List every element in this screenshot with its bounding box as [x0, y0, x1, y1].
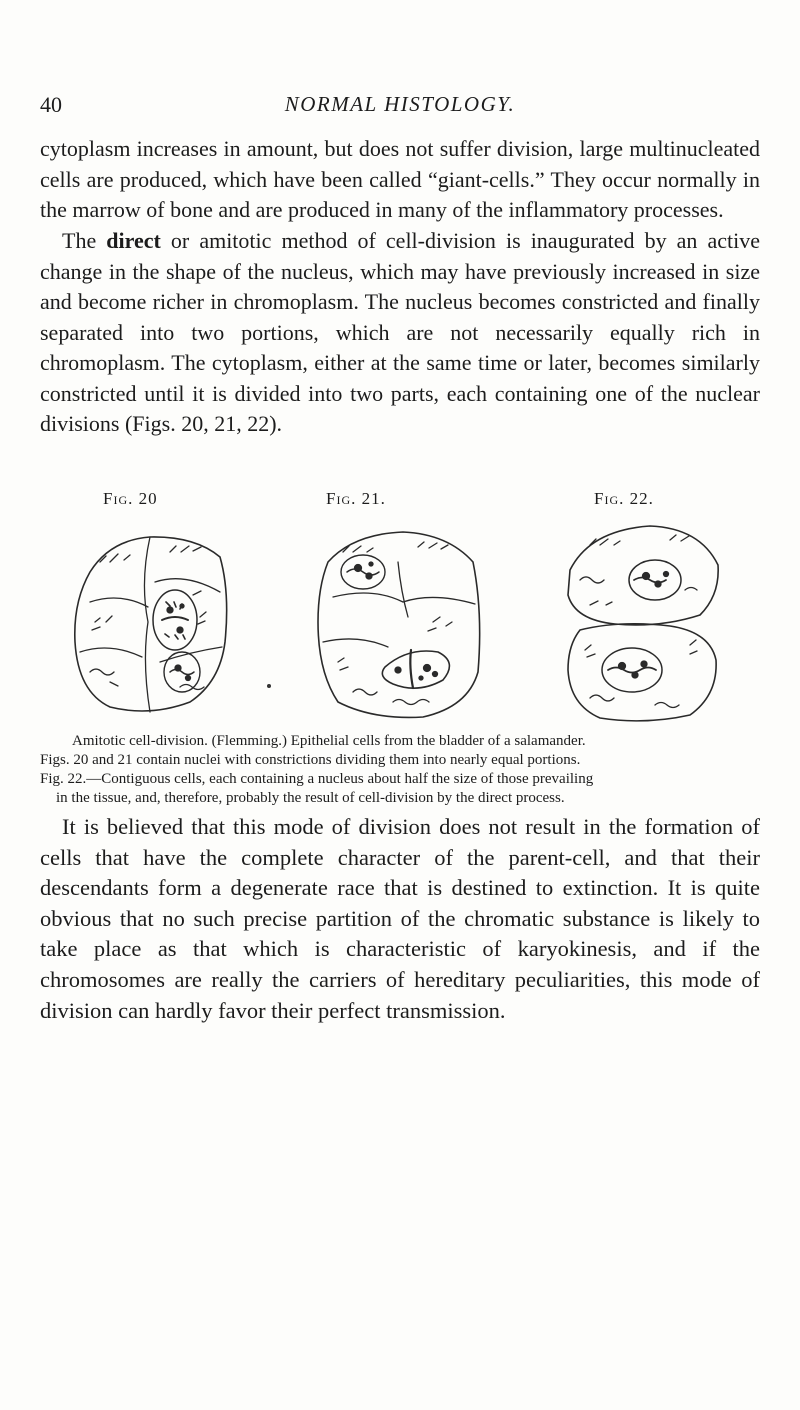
caption-line-4: in the tissue, and, therefore, probably the result of cell-division by the direct process.	[56, 790, 565, 806]
running-title: NORMAL HISTOLOGY.	[284, 92, 516, 116]
caption-line-3: Fig. 22.—Contiguous cells, each containing a nucleus about half the size of those prevailing	[40, 771, 594, 787]
page-number: 40	[40, 92, 62, 117]
paragraph-continuation: cytoplasm increases in amount, but does not suffer division, large multinucleated cells are produced, which have been called “giant-cells.” They occur normally in the marrow of bone and are produced in many of the inflammatory processes.	[40, 136, 760, 222]
page-header	[40, 92, 760, 122]
caption-line-1: Amitotic cell-division. (Flemming.) Epithelial cells from the bladder of a salamander.	[72, 733, 586, 749]
fig-21-label: Fig. 21.	[326, 489, 386, 508]
paragraph-direct-division	[40, 226, 760, 440]
fig-22-label: Fig. 22.	[594, 489, 654, 508]
fig-20-illustration	[70, 522, 235, 722]
paragraph-rest: or amitotic method of cell-division is inaugurated by an active change in the shape of the nucleus, which may have previously increased in size and become richer in chromoplasm. The nucleus becomes constricted and finally separated into two portions, which are not necessarily equally rich in chromoplasm. The cytoplasm, either at the same time or later, becomes similarly constricted until it is divided into two parts, each containing one of the nuclear divisions (Figs. 20, 21, 22).	[40, 228, 761, 436]
fig-21-illustration	[313, 522, 488, 722]
fig-22-illustration	[560, 520, 725, 725]
paragraph-lead: The	[62, 228, 107, 253]
caption-line-2: Figs. 20 and 21 contain nuclei with constrictions dividing them into nearly equal portions.	[40, 752, 581, 768]
fig-20-label: Fig. 20	[103, 489, 158, 508]
stray-mark	[267, 684, 271, 688]
paragraph-conclusion: It is believed that this mode of division does not result in the formation of cells that have the complete character of the parent-cell, and that their descendants form a degenerate race that is destined to extinction. It is quite obvious that no such precise partition of the chromatic substance is likely to take place as that which is characteristic of karyokinesis, and if the chromosomes are really the carriers of hereditary peculiarities, this mode of division can hardly favor their perfect transmission.	[40, 814, 760, 1023]
bold-term: direct	[106, 228, 161, 253]
